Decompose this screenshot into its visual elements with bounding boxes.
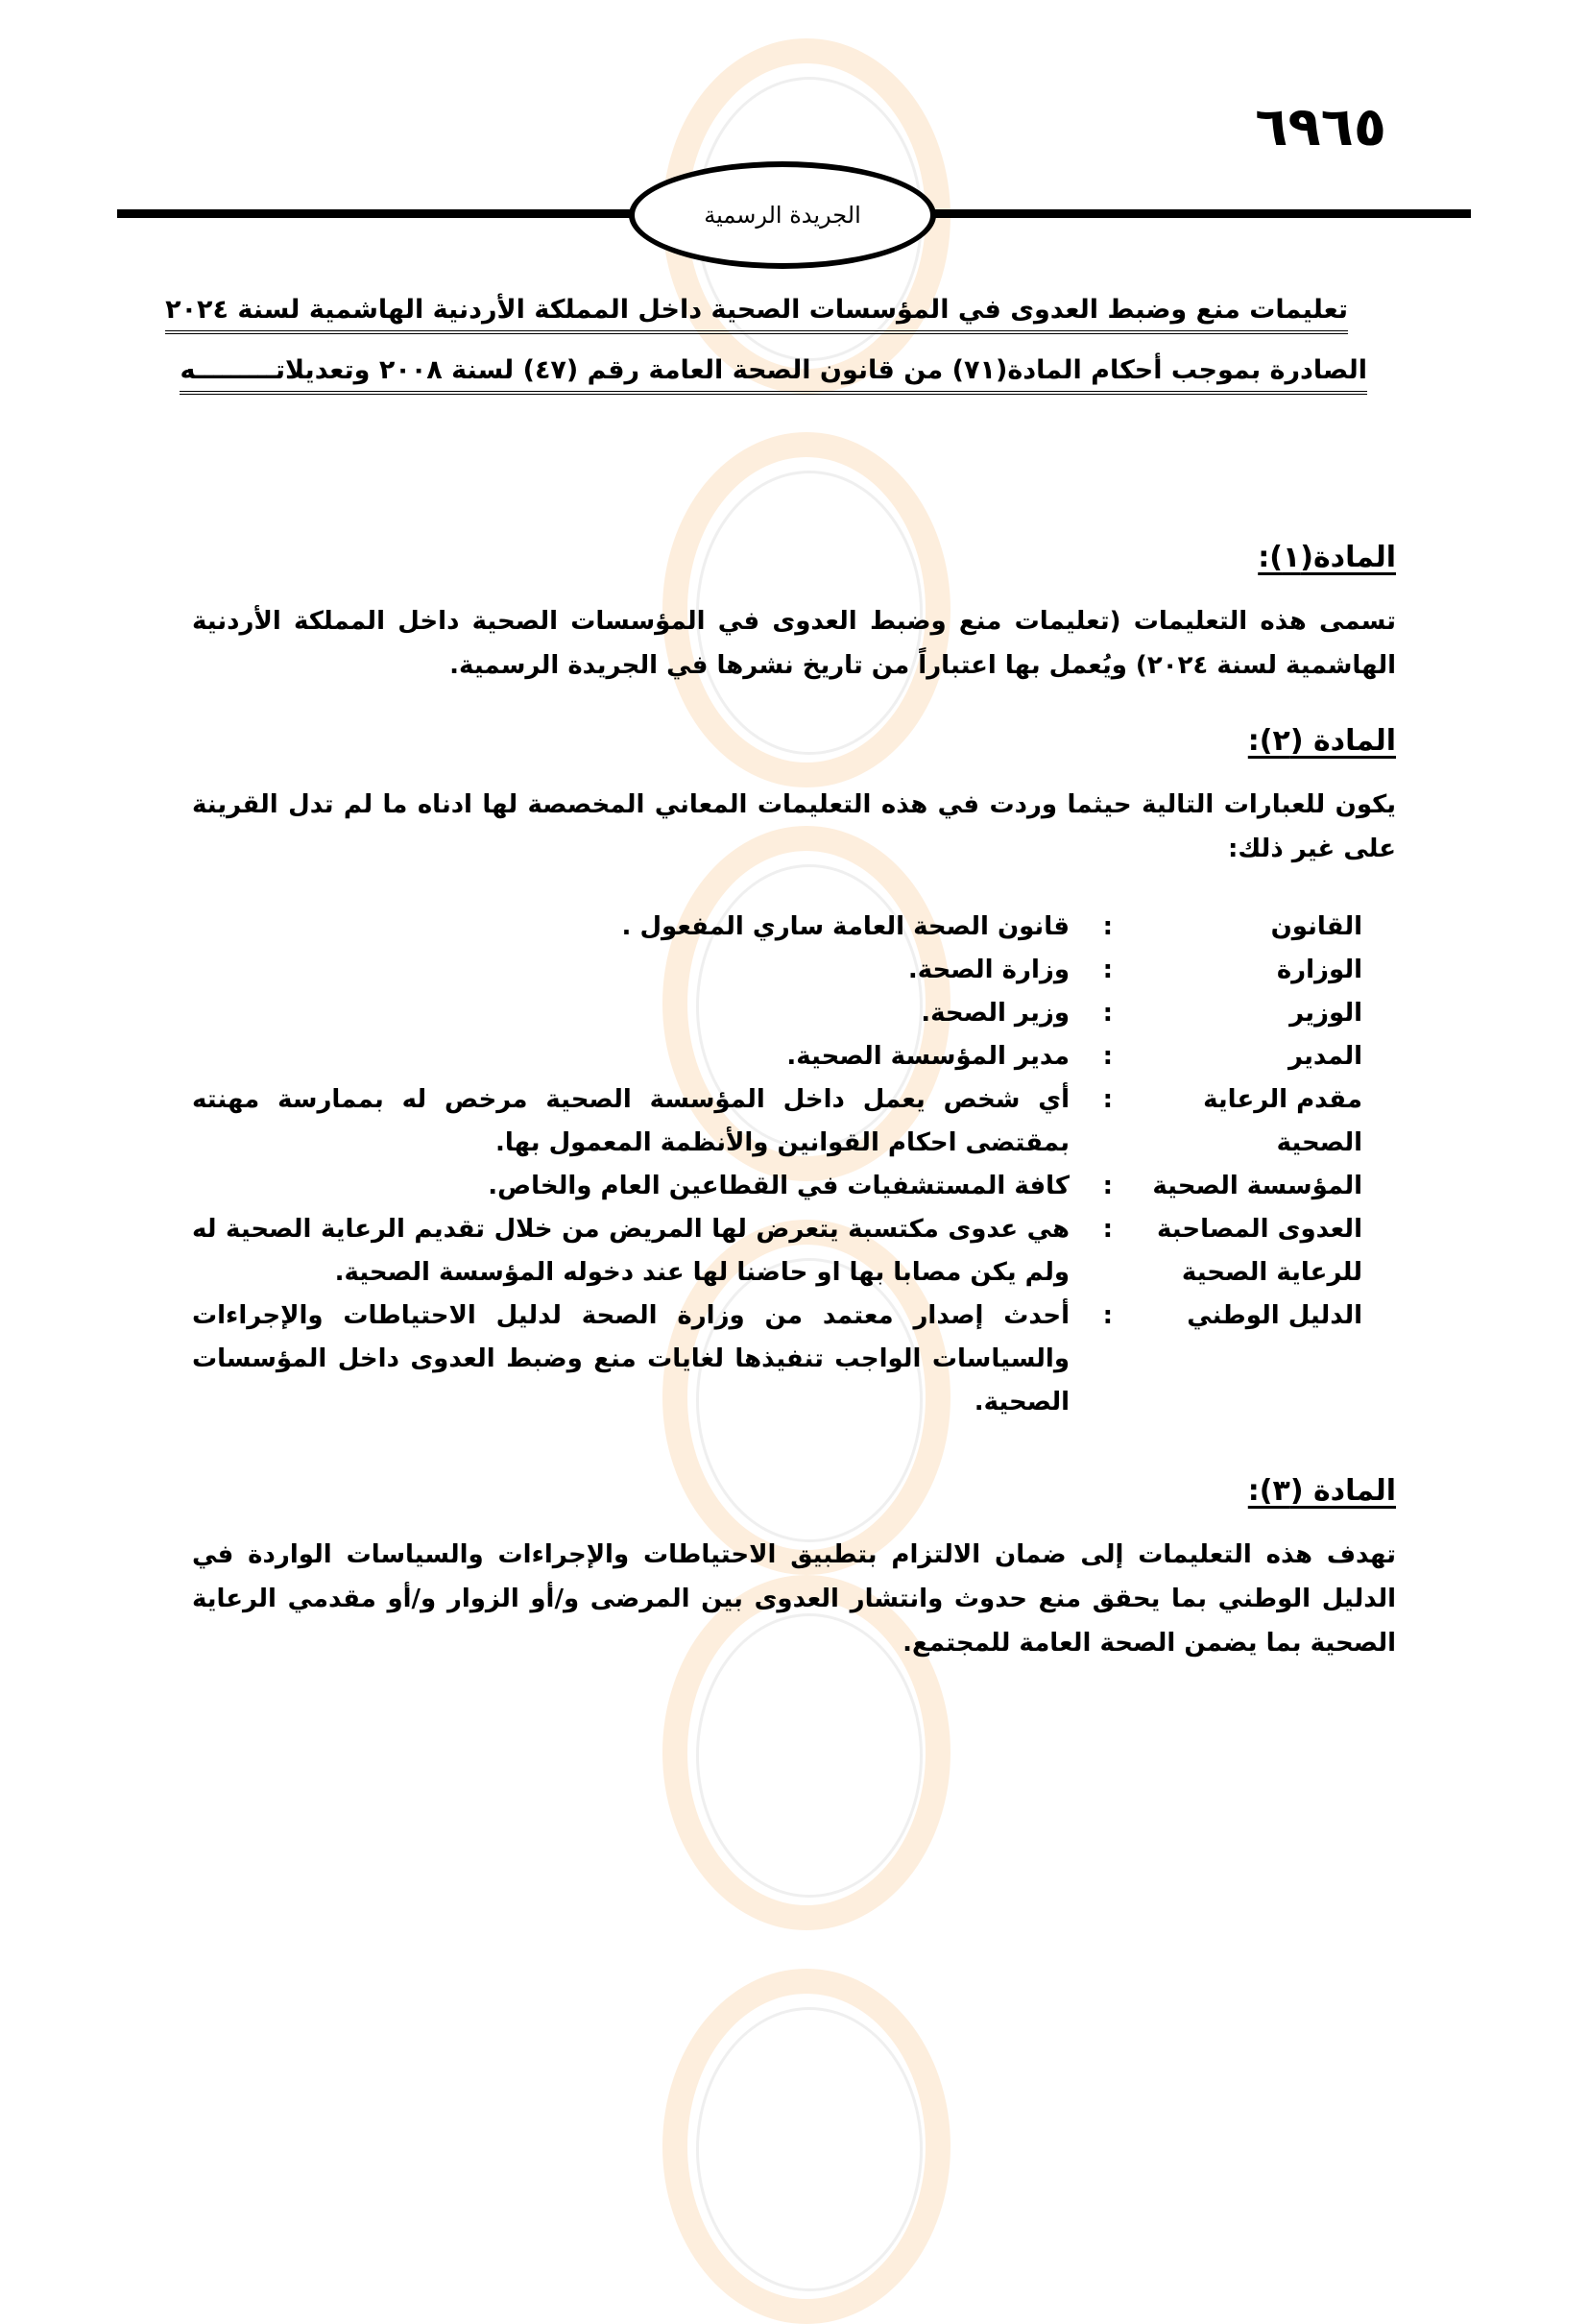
definitions-list [192,906,1362,1424]
document-title-line2: الصادرة بموجب أحكام المادة(٧١) من قانون الصحة العامة رقم (٤٧) لسنة ٢٠٠٨ وتعديلاتـــــــــه [180,353,1367,395]
definition-term: الوزارة [1276,956,1362,985]
definition-term: مقدم الرعاية الصحية [1203,1085,1362,1158]
definition-meaning: وزير الصحة. [921,999,1070,1029]
definition-item [192,1295,1362,1424]
definition-item [192,1078,1362,1165]
definition-term: الوزير [1289,999,1362,1029]
definition-term: المدير [1287,1042,1362,1072]
definition-item [192,949,1362,992]
article-1-text: تسمى هذه التعليمات (تعليمات منع وضبط العدوى في المؤسسات الصحية داخل المملكة الأردنية الهاشمية لسنة ٢٠٢٤) ويُعمل بها اعتباراً من تاريخ نشرها في الجريدة الرسمية. [192,607,1396,681]
definition-meaning: كافة المستشفيات في القطاعين العام والخاص. [488,1172,1070,1201]
article-2-heading: المادة (٢): [1247,724,1396,759]
separator: : [1102,912,1113,942]
definition-term: العدوى المصاحبة للرعاية الصحية [1156,1215,1362,1288]
definition-item [192,1208,1362,1295]
separator: : [1102,1172,1113,1201]
document-title-line1: تعليمات منع وضبط العدوى في المؤسسات الصحية داخل المملكة الأردنية الهاشمية لسنة ٢٠٢٤ [165,293,1348,334]
document-body [165,293,1396,1700]
article-2-text: يكون للعبارات التالية حيثما وردت في هذه التعليمات المعاني المخصصة لها ادناه ما لم تدل القرينة على غير ذلك: [192,790,1396,864]
definition-term: القانون [1270,912,1362,942]
article-1-heading: المادة(١): [1258,541,1396,575]
definition-meaning: أحدث إصدار معتمد من وزارة الصحة لدليل الاحتياطات والإجراءات والسياسات الواجب تنفيذها لغايات منع وضبط العدوى داخل المؤسسات الصحية. [192,1301,1070,1417]
definition-meaning: قانون الصحة العامة ساري المفعول . [621,912,1070,942]
definition-item [192,992,1362,1035]
article-3-text: تهدف هذه التعليمات إلى ضمان الالتزام بتطبيق الاحتياطات والإجراءات والسياسات الواردة في الدليل الوطني بما يحقق منع حدوث وانتشار العدوى بين المرضى و/أو الزوار و/أو مقدمي الرعاية الصحية بما يضمن الصحة العامة للمجتمع. [192,1540,1396,1658]
watermark-logo [662,1969,950,2324]
separator: : [1102,1042,1113,1072]
definition-meaning: هي عدوى مكتسبة يتعرض لها المريض من خلال تقديم الرعاية الصحية له ولم يكن مصابا بها او حاضنا لها عند دخوله المؤسسة الصحية. [192,1215,1070,1288]
separator: : [1102,956,1113,985]
gazette-name-badge: الجريدة الرسمية [629,161,936,269]
separator: : [1102,1085,1113,1115]
definition-term: المؤسسة الصحية [1152,1172,1362,1201]
separator: : [1102,999,1113,1029]
definition-item [192,1165,1362,1208]
definition-meaning: أي شخص يعمل داخل المؤسسة الصحية مرخص له بممارسة مهنته بمقتضى احكام القوانين والأنظمة المعمول بها. [192,1085,1070,1158]
definition-item [192,1035,1362,1078]
separator: : [1102,1215,1113,1245]
definition-meaning: مدير المؤسسة الصحية. [786,1042,1070,1072]
article-3-heading: المادة (٣): [1247,1474,1396,1509]
definition-term: الدليل الوطني [1187,1301,1362,1331]
definition-meaning: وزارة الصحة. [907,956,1070,985]
page-header [0,0,1588,278]
page-number: ٦٩٦٥ [1255,96,1386,158]
separator: : [1102,1301,1113,1331]
definition-item [192,906,1362,949]
